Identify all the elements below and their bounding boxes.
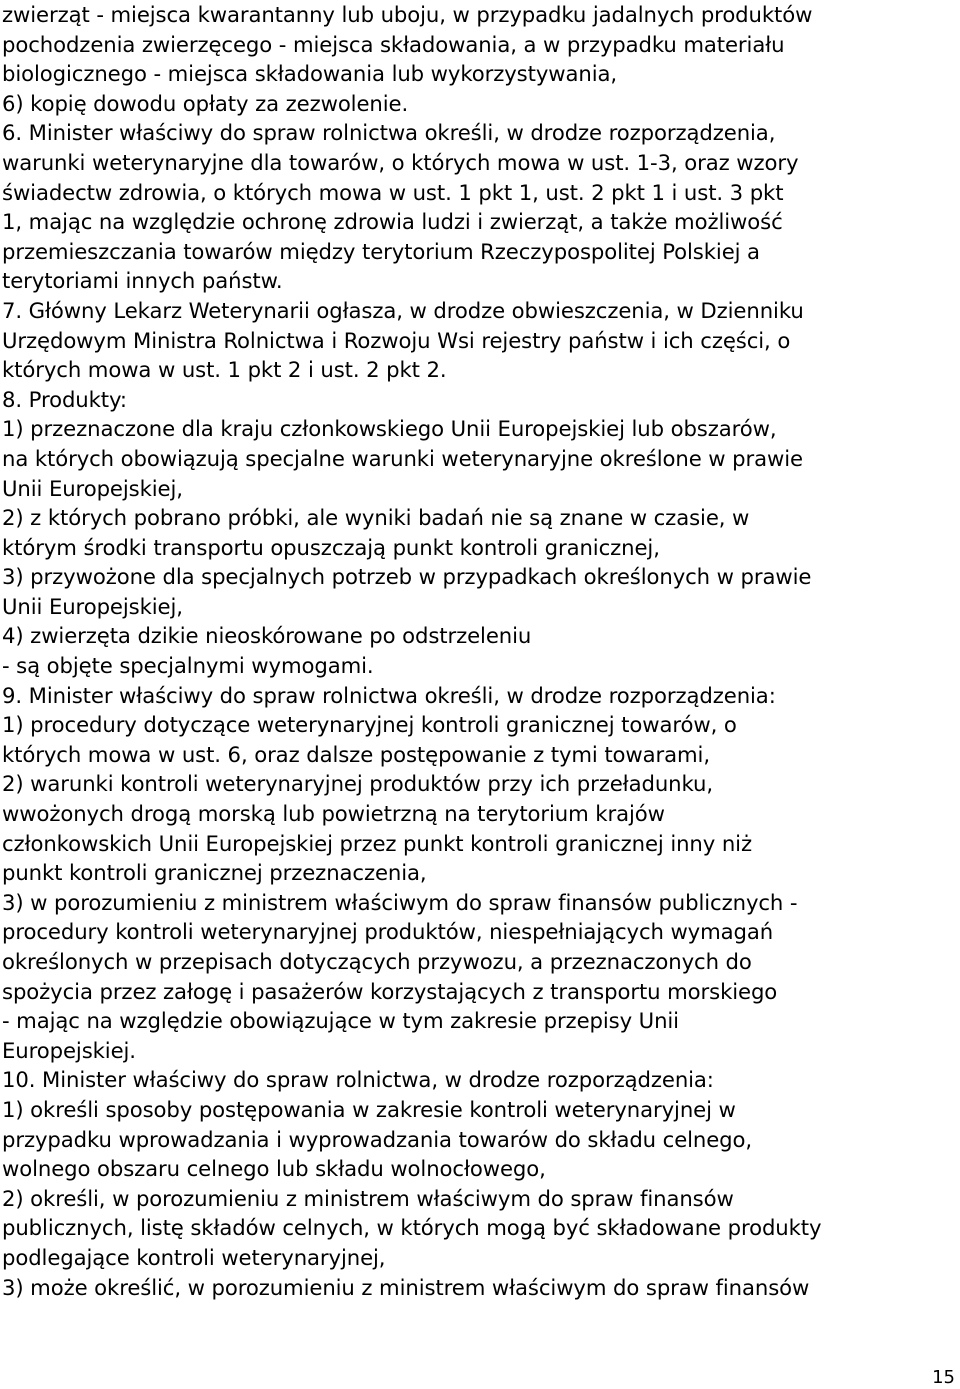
text-line: 1) przeznaczone dla kraju członkowskiego Unii Europejskiej lub obszarów, [2,416,777,442]
text-line: 3) w porozumieniu z ministrem właściwym do spraw finansów publicznych - [2,889,798,915]
text-line: Unii Europejskiej, [2,593,183,619]
text-line: procedury kontroli weterynaryjnej produktów, niespełniających wymagań [2,919,774,945]
text-line: biologicznego - miejsca składowania lub wykorzystywania, [2,61,618,87]
text-line: 2) określi, w porozumieniu z ministrem właściwym do spraw finansów [2,1185,734,1211]
text-line: 8. Produkty: [2,386,127,412]
text-line: Unii Europejskiej, [2,475,183,501]
text-line: wwożonych drogą morską lub powietrzną na terytorium krajów [2,801,665,827]
text-line: 6) kopię dowodu opłaty za zezwolenie. [2,90,409,116]
text-line: 10. Minister właściwy do spraw rolnictwa, w drodze rozporządzenia: [2,1067,714,1093]
text-line: 6. Minister właściwy do spraw rolnictwa określi, w drodze rozporządzenia, [2,120,776,146]
text-line: - mając na względzie obowiązujące w tym zakresie przepisy Unii [2,1008,679,1034]
text-line: członkowskich Unii Europejskiej przez punkt kontroli granicznej inny niż [2,830,752,856]
text-line: publicznych, listę składów celnych, w których mogą być składowane produkty [2,1215,822,1241]
text-line: Europejskiej. [2,1037,136,1063]
text-line: 2) z których pobrano próbki, ale wyniki badań nie są znane w czasie, w [2,505,750,531]
text-line: spożycia przez załogę i pasażerów korzystających z transportu morskiego [2,978,778,1004]
text-line: 1) określi sposoby postępowania w zakresie kontroli weterynaryjnej w [2,1096,736,1122]
page-number: 15 [932,1367,955,1388]
text-line: na których obowiązują specjalne warunki weterynaryjne określone w prawie [2,445,803,471]
text-line: 9. Minister właściwy do spraw rolnictwa określi, w drodze rozporządzenia: [2,682,776,708]
text-line: których mowa w ust. 1 pkt 2 i ust. 2 pkt 2. [2,357,447,383]
text-line: 1, mając na względzie ochronę zdrowia ludzi i zwierząt, a także możliwość [2,209,783,235]
text-line: 3) przywożone dla specjalnych potrzeb w przypadkach określonych w prawie [2,564,812,590]
text-line: Urzędowym Ministra Rolnictwa i Rozwoju Wsi rejestry państw i ich części, o [2,327,791,353]
text-line: zwierząt - miejsca kwarantanny lub uboju, w przypadku jadalnych produktów [2,2,813,27]
text-line: 2) warunki kontroli weterynaryjnej produktów przy ich przeładunku, [2,771,713,797]
text-line: podlegające kontroli weterynaryjnej, [2,1244,386,1270]
text-line: 7. Główny Lekarz Weterynarii ogłasza, w drodze obwieszczenia, w Dzienniku [2,297,804,323]
text-line: wolnego obszaru celnego lub składu wolnocłowego, [2,1156,546,1182]
text-line: terytoriami innych państw. [2,268,283,294]
text-line: 1) procedury dotyczące weterynaryjnej kontroli granicznej towarów, o [2,712,737,738]
text-line: określonych w przepisach dotyczących przywozu, a przeznaczonych do [2,949,752,974]
text-line: punkt kontroli granicznej przeznaczenia, [2,860,427,886]
text-line: pochodzenia zwierzęcego - miejsca składowania, a w przypadku materiału [2,31,785,57]
text-line: których mowa w ust. 6, oraz dalsze postępowanie z tymi towarami, [2,741,710,767]
text-line: przypadku wprowadzania i wyprowadzania towarów do składu celnego, [2,1126,753,1152]
text-line: którym środki transportu opuszczają punkt kontroli granicznej, [2,534,660,560]
text-line: świadectw zdrowia, o których mowa w ust. 1 pkt 1, ust. 2 pkt 1 i ust. 3 pkt [2,179,784,205]
text-line: warunki weterynaryjne dla towarów, o których mowa w ust. 1-3, oraz wzory [2,149,799,175]
text-line: - są objęte specjalnymi wymogami. [2,653,374,679]
document-body [2,0,958,1302]
text-line: 4) zwierzęta dzikie nieoskórowane po odstrzeleniu [2,623,532,649]
text-line: 3) może określić, w porozumieniu z ministrem właściwym do spraw finansów [2,1274,810,1300]
text-line: przemieszczania towarów między terytorium Rzeczypospolitej Polskiej a [2,238,760,264]
